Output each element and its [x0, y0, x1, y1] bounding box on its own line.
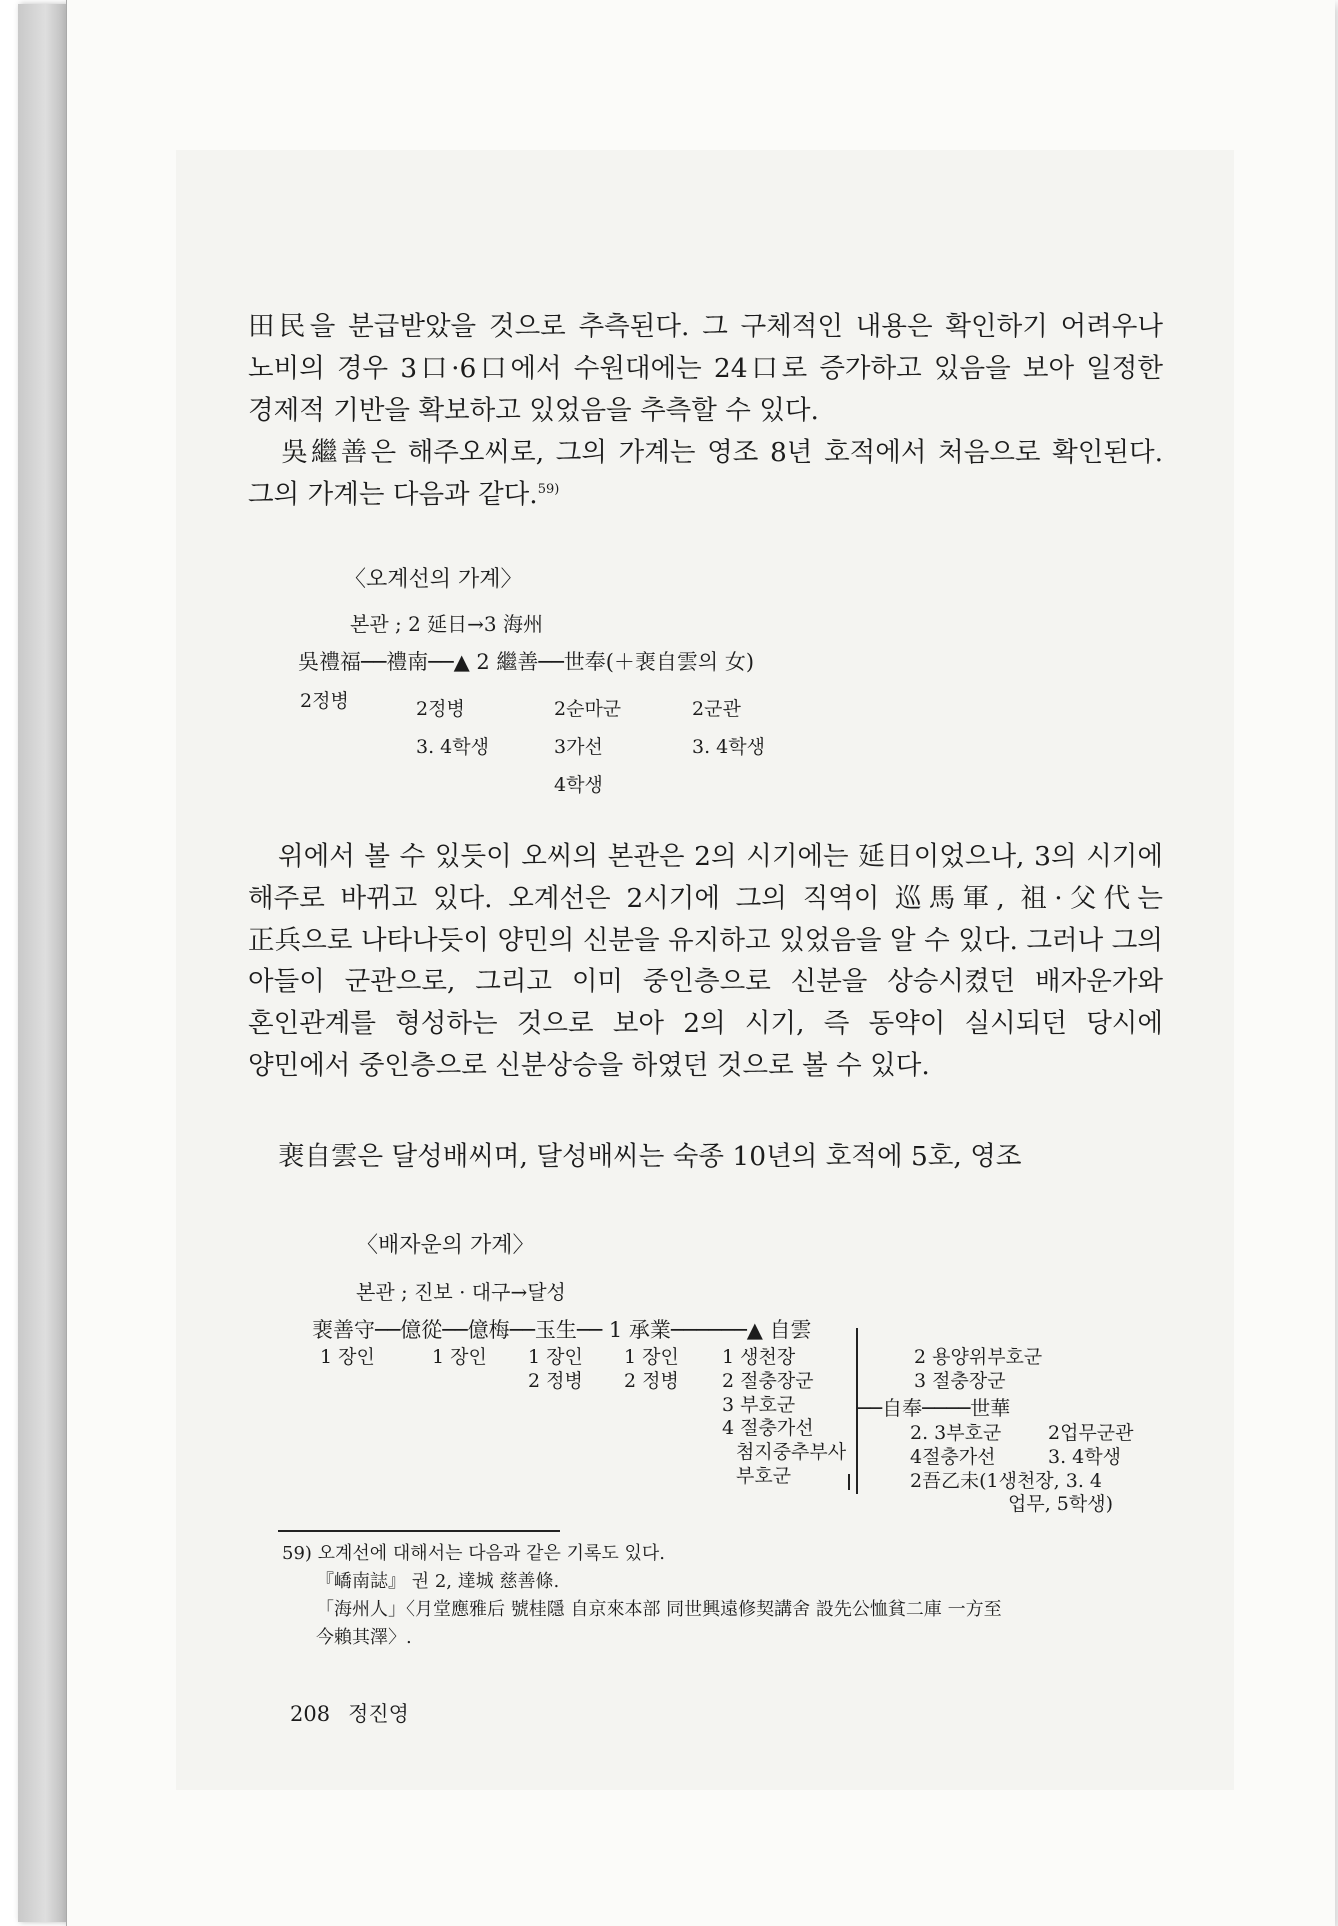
genealogy-bae-c2: [432, 1346, 487, 1370]
genealogy-bae-c3-item: 2 정병: [528, 1369, 583, 1392]
footnote-rule: [278, 1530, 560, 1532]
genealogy-bae-c6b-item: 2吾乙未(1생천장, 3. 4: [910, 1469, 1102, 1492]
paragraph-3-text: 위에서 볼 수 있듯이 오씨의 본관은 2의 시기에는 延日이었으나, 3의 시기에 해주로 바뀌고 있다. 오계선은 2시기에 그의 직역이 巡馬軍, 祖·父代는 正兵으로 나타나듯이 양민의 신분을 유지하고 있었음을 알 수 있다. 그러나 그의 아들이 군관으로, 그리고 이미 중인층으로 신분을 상승시켰던 배자운가와 혼인관계를 형성하는 것으로 보아 2의 시기, 즉 동약이 실시되던 당시에 양민에서 중인층으로 신분상승을 하였던 것으로 볼 수 있다.: [248, 841, 1163, 1081]
genealogy-oh-col3-item: 2순마군: [554, 698, 622, 720]
paragraph-1: [248, 306, 1163, 431]
genealogy-oh-lineage: 吳禮福──禮南──▲ 2 繼善──世奉(＋裵自雲의 女): [298, 650, 755, 674]
paragraph-2: [248, 432, 1163, 516]
page-footer: [290, 1698, 427, 1728]
paragraph-3: [248, 836, 1163, 1087]
genealogy-bae-origin: 본관 ; 진보 · 대구→달성: [356, 1280, 566, 1304]
genealogy-bae-caption: 〈배자운의 가계〉: [356, 1233, 535, 1258]
genealogy-bae-c6b-item: 2. 3부호군: [910, 1422, 1002, 1444]
genealogy-bae-c6b-item: 4절충가선: [910, 1445, 996, 1468]
genealogy-oh-col2-item: 3. 4학생: [416, 736, 489, 758]
genealogy-bae-c7-item: 2업무군관: [1048, 1422, 1134, 1444]
genealogy-oh-col4-item: 2군관: [692, 698, 741, 720]
genealogy-bae-c2-item: 1 장인: [432, 1346, 487, 1368]
paragraph-2-text: 吳繼善은 해주오씨로, 그의 가계는 영조 8년 호적에서 처음으로 확인된다. 그의 가계는 다음과 같다.: [248, 437, 1163, 510]
genealogy-bae-c5-item: 2 절충장군: [722, 1369, 814, 1392]
author-name: 정진영: [348, 1702, 409, 1726]
genealogy-bae-c4-item: 1 장인: [624, 1346, 679, 1368]
genealogy-bae-c5: [722, 1346, 846, 1489]
genealogy-bae-c7: [1048, 1422, 1134, 1470]
genealogy-oh-col2: [416, 690, 489, 766]
genealogy-bae-lineage: 裵善守──億從──億梅──玉生── 1 承業──────▲ 自雲: [312, 1318, 812, 1342]
genealogy-bae-c4: [624, 1346, 679, 1394]
genealogy-oh-col3-item: 4학생: [554, 774, 603, 796]
genealogy-bae-branch: ──自奉────世華: [858, 1396, 1011, 1420]
genealogy-bae-connector-tick: [848, 1474, 850, 1490]
paragraph-1-text: 田民을 분급받았을 것으로 추측된다. 그 구체적인 내용은 확인하기 어려우나 노비의 경우 3口·6口에서 수원대에는 24口로 증가하고 있음을 보아 일정한 경제적 기반을 확보하고 있었음을 추측할 수 있다.: [248, 311, 1163, 426]
footnote-line-4: 今賴其澤〉.: [316, 1627, 412, 1648]
genealogy-bae-c6a-item: 2 용양위부호군: [914, 1346, 1043, 1368]
genealogy-bae-c5-item: 부호군: [736, 1464, 792, 1487]
genealogy-bae-c5-item: 첨지중추부사: [736, 1441, 847, 1463]
genealogy-oh-col4-item: 3. 4학생: [692, 736, 765, 758]
genealogy-oh-col4: [692, 690, 765, 766]
genealogy-bae-c7-item: 3. 4학생: [1048, 1445, 1121, 1468]
footnote-line-2: 『嶠南誌』 권 2, 達城 慈善條.: [316, 1571, 560, 1592]
genealogy-oh-col2-item: 2정병: [416, 698, 465, 720]
genealogy-oh-caption: 〈오계선의 가계〉: [344, 567, 523, 592]
genealogy-bae-c6a-item: 3 절충장군: [914, 1369, 1006, 1392]
genealogy-bae-c4-item: 2 정병: [624, 1369, 679, 1392]
page-number: 208: [290, 1702, 331, 1726]
genealogy-bae-c5-item: 3 부호군: [722, 1393, 796, 1416]
genealogy-oh-col1: [300, 690, 349, 714]
genealogy-bae-c3: [528, 1346, 583, 1394]
genealogy-bae-c3-item: 1 장인: [528, 1346, 583, 1368]
genealogy-bae-c5-item: 4 절충가선: [722, 1417, 814, 1440]
genealogy-oh-col1-item: 2정병: [300, 690, 349, 712]
genealogy-bae-c1: [320, 1346, 375, 1370]
genealogy-oh-col3: [554, 690, 621, 804]
book-spine: [18, 4, 68, 1922]
genealogy-oh-col3-item: 3가선: [554, 736, 603, 758]
footnote-line-1: 59) 오계선에 대해서는 다음과 같은 기록도 있다.: [282, 1543, 665, 1564]
genealogy-oh-origin: 본관 ; 2 延日→3 海州: [350, 612, 544, 636]
paragraph-4-text: 裵自雲은 달성배씨며, 달성배씨는 숙종 10년의 호적에 5호, 영조: [278, 1141, 1022, 1172]
genealogy-bae-c6a: [914, 1346, 1042, 1394]
genealogy-bae-c1-item: 1 장인: [320, 1346, 375, 1368]
genealogy-bae-c5-item: 1 생천장: [722, 1346, 796, 1368]
paragraph-4: [248, 1136, 1163, 1178]
genealogy-bae-c6b-item: 업무, 5학생): [1008, 1493, 1113, 1516]
footnote-line-3: 「海州人」〈月堂應雅后 號桂隱 自京來本部 同世興遠修契講舍 設先公恤貧二庫 一方至: [316, 1599, 1002, 1620]
footnote-reference: 59): [537, 481, 560, 497]
